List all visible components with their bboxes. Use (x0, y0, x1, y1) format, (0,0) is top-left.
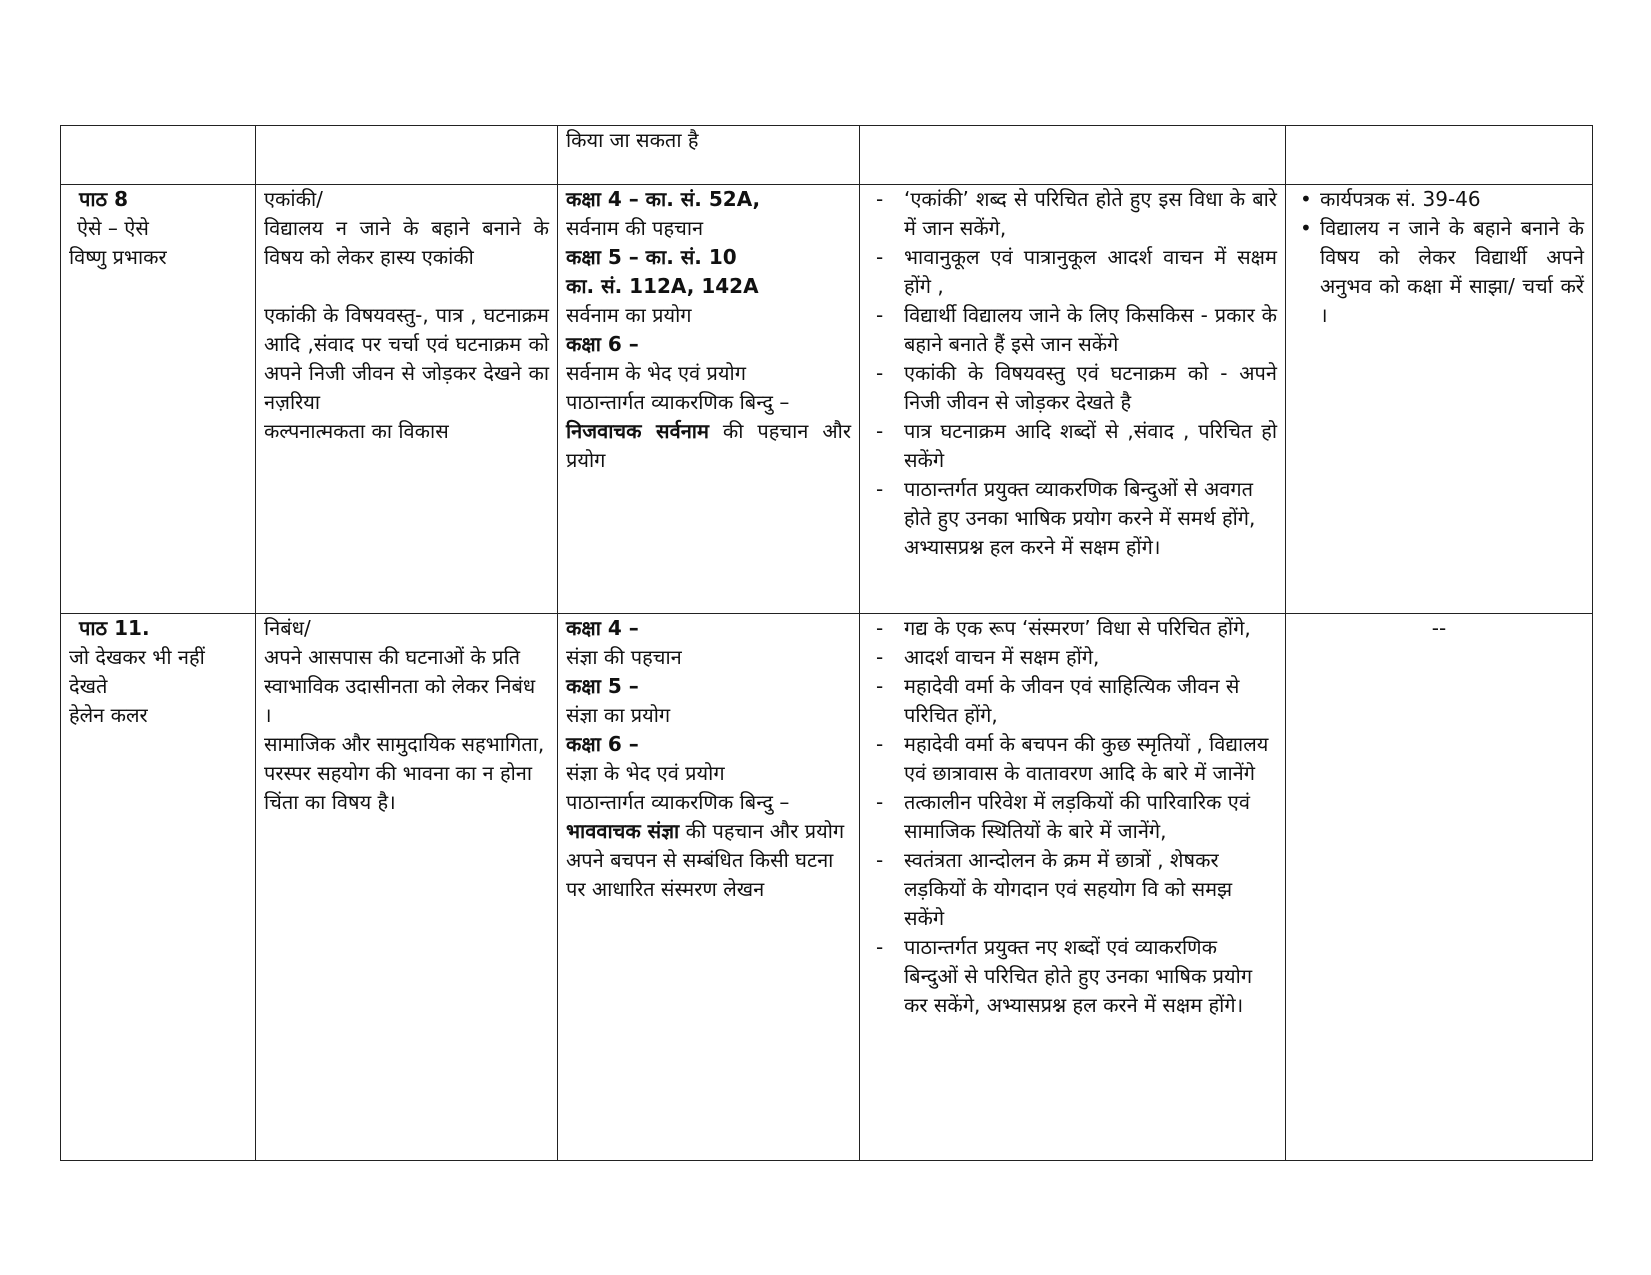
activities-cell (1286, 126, 1593, 185)
grammar-line (566, 817, 851, 846)
lesson-cell (61, 185, 256, 614)
activities-placeholder: -- (1431, 616, 1447, 640)
grammar-cell (558, 185, 860, 614)
grammar-text: की पहचान और प्रयोग (685, 819, 845, 843)
grammar-cell (558, 126, 860, 185)
theme-line: कल्पनात्मकता का विकास (264, 419, 449, 443)
outcome-item: - भावानुकूल एवं पात्रानुकूल आदर्श वाचन में सक्षम होंगे , (868, 243, 1277, 301)
grammar-line: सर्वनाम के भेद एवं प्रयोग (566, 361, 746, 385)
grammar-line (566, 419, 851, 472)
lesson-author: हेलेन कलर (69, 703, 148, 727)
grammar-class-heading: कक्षा 5 – का. सं. 10 (566, 245, 737, 269)
table-row (61, 126, 1593, 185)
grammar-class-heading: कक्षा 5 – (566, 674, 639, 698)
lesson-cell (61, 126, 256, 185)
grammar-class-heading: कक्षा 4 – का. सं. 52A, (566, 187, 761, 211)
grammar-emphasis: निजवाचक सर्वनाम (566, 419, 709, 443)
grammar-line: सर्वनाम की पहचान (566, 216, 704, 240)
grammar-line: संज्ञा का प्रयोग (566, 703, 671, 727)
theme-cell (256, 126, 558, 185)
grammar-emphasis: भाववाचक संज्ञा (566, 819, 680, 843)
outcomes-list (868, 614, 1277, 1020)
activity-item: • विद्यालय न जाने के बहाने बनाने के विषय को लेकर विद्यार्थी अपने अनुभव को कक्षा में साझा/ चर्चा करें । (1294, 214, 1584, 330)
lesson-author: विष्णु प्रभाकर (69, 245, 167, 269)
activities-cell (1286, 614, 1593, 1161)
grammar-class-heading: कक्षा 6 – (566, 732, 639, 756)
grammar-class-heading: कक्षा 4 – (566, 616, 639, 640)
theme-line: एकांकी/ (264, 187, 323, 211)
theme-cell (256, 614, 558, 1161)
spacer (264, 272, 549, 301)
lesson-number: पाठ 11. (79, 616, 150, 640)
grammar-line: संज्ञा की पहचान (566, 645, 682, 669)
grammar-cell (558, 614, 860, 1161)
grammar-class-heading: का. सं. 112A, 142A (566, 274, 759, 298)
outcome-item: - विद्यार्थी विद्यालय जाने के लिए किसकिस - प्रकार के बहाने बनाते हैं इसे जान सकेंगे (868, 301, 1277, 359)
outcome-item: - पाठान्तर्गत प्रयुक्त नए शब्दों एवं व्याकरणिक बिन्दुओं से परिचित होते हुए उनका भाषिक प्रयोग कर सकेंगे, अभ्यासप्रश्न हल करने में सक्षम होंगे। (868, 933, 1277, 1020)
grammar-line: पाठान्तार्गत व्याकरणिक बिन्दु – (566, 390, 790, 414)
theme-line: सामाजिक और सामुदायिक सहभागिता, परस्पर सहयोग की भावना का न होना चिंता का विषय है। (264, 732, 545, 814)
outcome-item: - पाठान्तर्गत प्रयुक्त व्याकरणिक बिन्दुओं से अवगत होते हुए उनका भाषिक प्रयोग करने में समर्थ होंगे, अभ्यासप्रश्न हल करने में सक्षम होंगे। (868, 475, 1277, 562)
grammar-class-heading: कक्षा 6 – (566, 332, 639, 356)
outcome-item: - एकांकी के विषयवस्तु एवं घटनाक्रम को - अपने निजी जीवन से जोड़कर देखते है (868, 359, 1277, 417)
outcomes-cell (860, 185, 1286, 614)
theme-line: विद्यालय न जाने के बहाने बनाने के विषय को लेकर हास्य एकांकी (264, 216, 549, 269)
lesson-number: पाठ 8 (79, 187, 129, 211)
outcome-item: - महादेवी वर्मा के जीवन एवं साहित्यिक जीवन से परिचित होंगे, (868, 672, 1277, 730)
theme-cell (256, 185, 558, 614)
outcomes-cell (860, 614, 1286, 1161)
grammar-line: किया जा सकता है (566, 128, 699, 152)
theme-line: निबंध/ (264, 616, 311, 640)
lesson-cell (61, 614, 256, 1161)
lesson-title: जो देखकर भी नहीं देखते (69, 645, 205, 698)
grammar-text: की पहचान और प्रयोग (566, 419, 852, 472)
lesson-title: ऐसे – ऐसे (77, 216, 149, 240)
lesson-plan-table (60, 125, 1593, 1161)
outcome-item: - गद्य के एक रूप ‘संस्मरण’ विधा से परिचित होंगे, (868, 614, 1277, 643)
grammar-line: अपने बचपन से सम्बंधित किसी घटना पर आधारित संस्मरण लेखन (566, 848, 834, 901)
outcome-item: - तत्कालीन परिवेश में लड़कियों की पारिवारिक एवं सामाजिक स्थितियों के बारे में जानेंगे, (868, 788, 1277, 846)
activity-item: • कार्यपत्रक सं. 39-46 (1294, 185, 1584, 214)
outcomes-list (868, 185, 1277, 562)
outcome-item: - महादेवी वर्मा के बचपन की कुछ स्मृतियों , विद्यालय एवं छात्रावास के वातावरण आदि के बारे में जानेंगे (868, 730, 1277, 788)
activities-cell (1286, 185, 1593, 614)
outcome-item: - स्वतंत्रता आन्दोलन के क्रम में छात्रों , शेषकर लड़कियों के योगदान एवं सहयोग वि को समझ सकेंगे (868, 846, 1277, 933)
grammar-line: पाठान्तार्गत व्याकरणिक बिन्दु – (566, 790, 790, 814)
outcomes-cell (860, 126, 1286, 185)
grammar-line: संज्ञा के भेद एवं प्रयोग (566, 761, 725, 785)
activities-list (1294, 185, 1584, 330)
table-row (61, 185, 1593, 614)
outcome-item: - ‘एकांकी’ शब्द से परिचित होते हुए इस विधा के बारे में जान सकेंगे, (868, 185, 1277, 243)
grammar-line: सर्वनाम का प्रयोग (566, 303, 692, 327)
outcome-item: - पात्र घटनाक्रम आदि शब्दों से ,संवाद , परिचित हो सकेंगे (868, 417, 1277, 475)
table-row (61, 614, 1593, 1161)
outcome-item: - आदर्श वाचन में सक्षम होंगे, (868, 643, 1277, 672)
theme-line: एकांकी के विषयवस्तु-, पात्र , घटनाक्रम आदि ,संवाद पर चर्चा एवं घटनाक्रम को अपने निजी जीवन से जोड़कर देखने का नज़रिया (264, 303, 549, 414)
theme-line: अपने आसपास की घटनाओं के प्रति स्वाभाविक उदासीनता को लेकर निबंध । (264, 645, 536, 727)
